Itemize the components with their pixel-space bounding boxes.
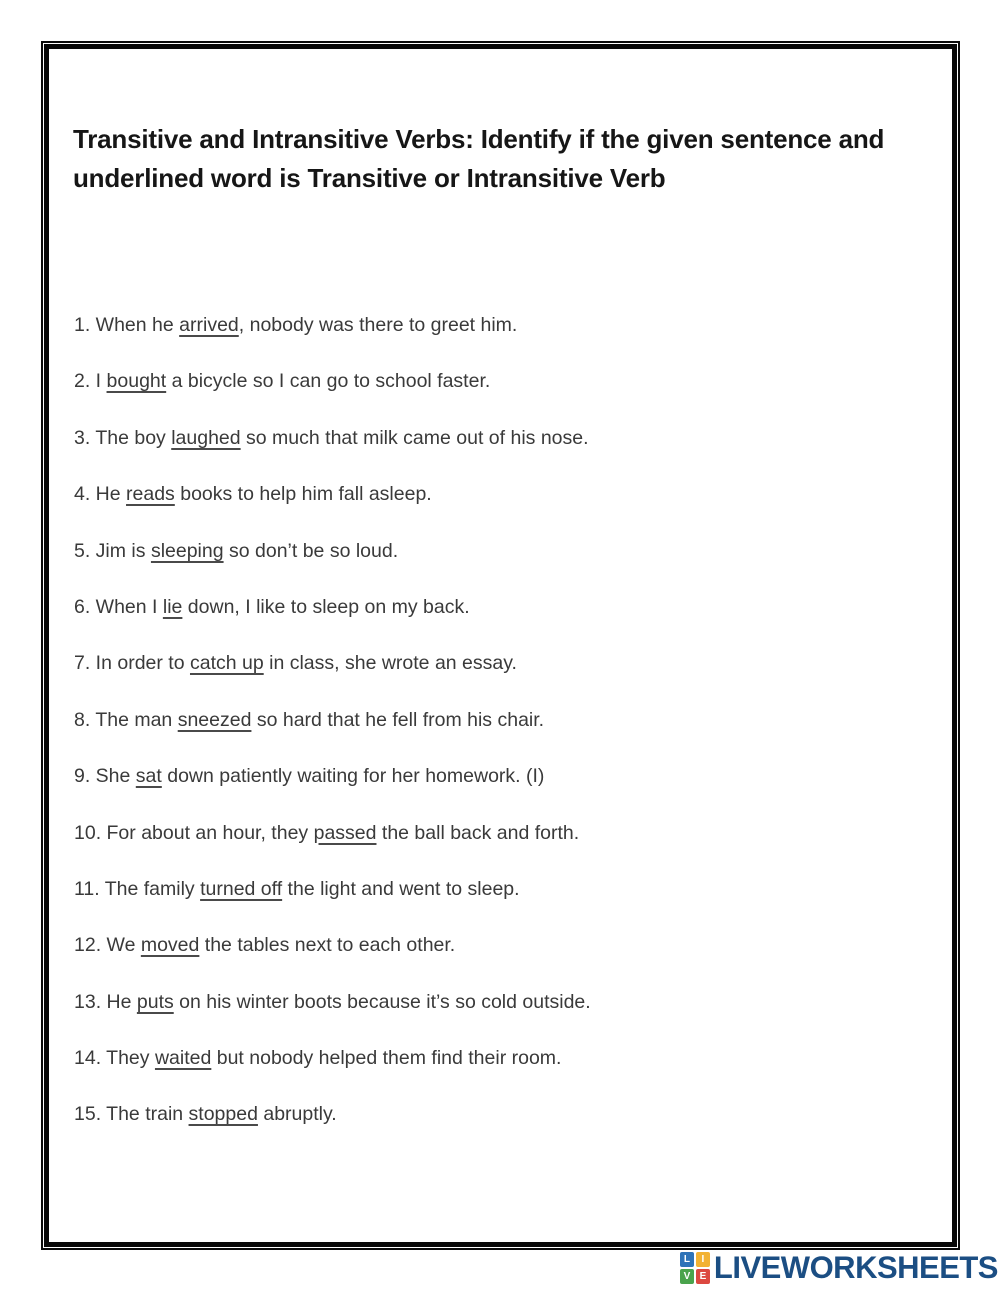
sentence-item <box>74 426 934 451</box>
sentence-text: so much that milk came out of his nose. <box>240 426 589 449</box>
underlined-word: laughed <box>171 426 241 449</box>
sentence-text: 10. For about an hour, they <box>74 821 314 844</box>
logo-square-i: I <box>696 1252 710 1267</box>
underlined-word: sleeping <box>150 539 224 562</box>
underlined-word: turned off <box>200 877 283 900</box>
sentence-item <box>74 539 934 564</box>
worksheet-title: Transitive and Intransitive Verbs: Identify if the given sentence and underlined word is Transitive or Intransitive Verb <box>73 124 885 193</box>
underlined-word: moved <box>140 934 200 957</box>
underlined-word: bought <box>106 370 167 393</box>
sentence-item <box>74 1102 934 1127</box>
sentence-text: 13. He <box>74 990 137 1013</box>
sentence-text: 7. In order to <box>74 652 190 675</box>
sentence-text: down patiently waiting for her homework. (I) <box>161 765 545 788</box>
liveworksheets-logo[interactable] <box>680 1250 998 1286</box>
underlined-word: puts <box>136 990 174 1013</box>
logo-square-v: V <box>680 1269 694 1284</box>
sentence-text: 2. I <box>74 370 107 393</box>
underlined-word: passed <box>313 821 377 844</box>
sentence-text: so hard that he fell from his chair. <box>251 708 545 731</box>
sentence-list <box>74 313 934 1159</box>
sentence-text: the tables next to each other. <box>199 934 456 957</box>
sentence-text: 1. When he <box>74 314 180 336</box>
underlined-word: catch up <box>189 652 264 675</box>
underlined-word: sneezed <box>177 708 252 731</box>
liveworksheets-grid-icon <box>680 1252 710 1284</box>
sentence-item <box>74 313 934 338</box>
sentence-text: 9. She <box>74 765 136 788</box>
sentence-item <box>74 877 934 902</box>
sentence-text: 6. When I <box>74 595 163 618</box>
sentence-text: on his winter boots because it’s so cold outside. <box>173 990 591 1013</box>
sentence-item <box>74 369 934 394</box>
liveworksheets-wordmark: LIVEWORKSHEETS <box>713 1249 998 1286</box>
sentence-text: 14. They <box>74 1047 155 1070</box>
sentence-text: the light and went to sleep. <box>282 877 520 900</box>
sentence-item <box>74 764 934 789</box>
underlined-word: reads <box>126 483 175 506</box>
underlined-word: waited <box>154 1047 212 1070</box>
underlined-word: stopped <box>188 1103 258 1126</box>
sentence-text: 3. The boy <box>74 426 172 449</box>
sentence-text: 15. The train <box>74 1103 189 1126</box>
underlined-word: lie <box>162 595 183 618</box>
sentence-text: a bicycle so I can go to school faster. <box>166 370 491 393</box>
sentence-text: , nobody was there to greet him. <box>238 314 518 336</box>
sentence-item <box>74 595 934 620</box>
sentence-text: 11. The family <box>74 877 201 900</box>
sentence-item <box>74 1046 934 1071</box>
sentence-text: 12. We <box>74 934 141 957</box>
sentence-item <box>74 933 934 958</box>
sentence-item <box>74 990 934 1015</box>
sentence-item <box>74 651 934 676</box>
logo-square-l: L <box>680 1252 694 1267</box>
sentence-text: down, I like to sleep on my back. <box>182 595 470 618</box>
underlined-word: sat <box>135 765 162 788</box>
sentence-text: 5. Jim is <box>74 539 151 562</box>
sentence-text: so don’t be so loud. <box>223 539 399 562</box>
underlined-word: arrived <box>179 314 239 336</box>
sentence-item <box>74 482 934 507</box>
sentence-text: books to help him fall asleep. <box>174 483 432 506</box>
logo-square-e: E <box>696 1269 710 1284</box>
sentence-text: 4. He <box>74 483 127 506</box>
sentence-text: the ball back and forth. <box>376 821 580 844</box>
sentence-text: in class, she wrote an essay. <box>263 652 517 675</box>
sentence-text: 8. The man <box>74 708 178 731</box>
sentence-item <box>74 821 934 846</box>
sentence-text: abruptly. <box>257 1103 337 1126</box>
sentence-text: but nobody helped them find their room. <box>211 1047 562 1070</box>
sentence-item <box>74 708 934 733</box>
